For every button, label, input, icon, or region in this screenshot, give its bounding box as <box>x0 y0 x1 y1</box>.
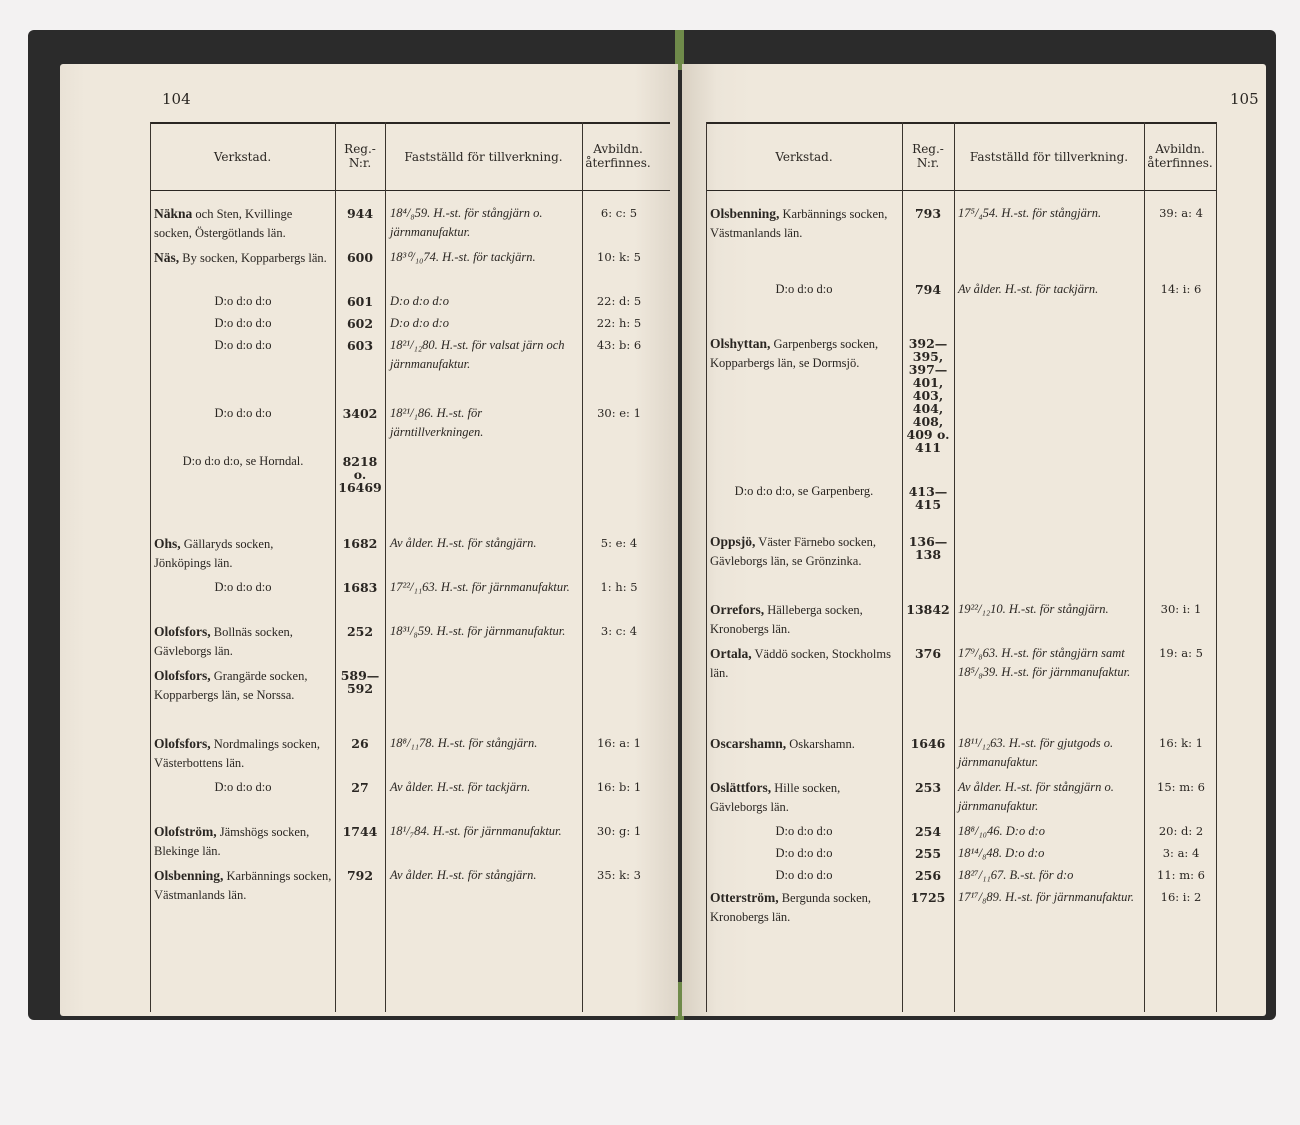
faststalld-cell: Av ålder. H.-st. för stångjärn. <box>390 868 537 882</box>
avbildn-cell: 3: a: 4 <box>1162 846 1200 860</box>
faststalld-cell: 17²²/₁₁63. H.-st. för järnmanufaktur. <box>390 580 570 594</box>
column-divider <box>150 122 151 1012</box>
column-divider <box>385 122 386 1012</box>
verkstad-location: D:o d:o d:o <box>214 780 272 794</box>
verkstad-location: Oskarshamn. <box>786 737 855 751</box>
reg-number: 589—592 <box>340 668 380 696</box>
avbildn-cell: 30: e: 1 <box>597 406 641 420</box>
column-divider <box>335 122 336 1012</box>
verkstad-cell <box>154 336 332 355</box>
verkstad-name: Näs, <box>154 250 180 265</box>
faststalld-cell: 18³⁰/₁₀74. H.-st. för tackjärn. <box>390 250 536 264</box>
verkstad-location: D:o d:o d:o, se Garpenberg. <box>734 484 874 498</box>
avbildn-cell: 1: h: 5 <box>600 580 638 594</box>
verkstad-cell <box>710 482 898 501</box>
reg-number: 254 <box>914 824 942 839</box>
verkstad-cell <box>154 534 332 573</box>
reg-number: 8218 o. 16469 <box>338 454 382 495</box>
avbildn-cell: 20: d: 2 <box>1158 824 1204 838</box>
verkstad-location: D:o d:o d:o <box>214 316 272 330</box>
verkstad-cell <box>710 280 898 299</box>
reg-number: 3402 <box>342 406 378 421</box>
column-divider <box>582 122 583 1012</box>
reg-number: 944 <box>346 206 374 221</box>
faststalld-cell: D:o d:o d:o <box>390 294 450 308</box>
verkstad-location: D:o d:o d:o <box>214 580 272 594</box>
verkstad-location: By socken, Kopparbergs län. <box>179 251 327 265</box>
left-page <box>60 64 678 1016</box>
avbildn-cell: 16: b: 1 <box>596 780 642 794</box>
header-verkstad: Verkstad. <box>213 150 272 164</box>
faststalld-cell: Av ålder. H.-st. för stångjärn o. järnmanufaktur. <box>958 780 1114 813</box>
verkstad-cell <box>154 578 332 597</box>
faststalld-cell: D:o d:o d:o <box>390 316 450 330</box>
verkstad-location: Karbännings socken, Västmanlands län. <box>710 207 888 240</box>
header-faststalld: Fastställd för tillverkning. <box>404 150 563 164</box>
verkstad-cell <box>710 822 898 841</box>
verkstad-name: Oscarshamn, <box>710 736 787 751</box>
reg-number: 601 <box>346 294 374 309</box>
reg-number: 26 <box>351 736 369 751</box>
faststalld-cell: 18⁴/₈59. H.-st. för stångjärn o. järnmanufaktur. <box>390 206 543 239</box>
header-rule-top <box>706 122 1216 124</box>
avbildn-cell: 3: c: 4 <box>600 624 638 638</box>
avbildn-cell: 30: g: 1 <box>596 824 642 838</box>
verkstad-location: Jämshögs socken, Blekinge län. <box>154 825 310 858</box>
verkstad-cell <box>710 644 898 683</box>
avbildn-cell: 16: k: 1 <box>1159 736 1203 750</box>
reg-number: 794 <box>914 282 942 297</box>
verkstad-location: Hille socken, Gävleborgs län. <box>710 781 841 814</box>
faststalld-cell: 18¹¹/₁₂63. H.-st. för gjutgods o. järnmanufaktur. <box>958 736 1114 769</box>
reg-number: 136—138 <box>908 534 948 562</box>
verkstad-location: Karbännings socken, Västmanlands län. <box>154 869 332 902</box>
reg-number: 1646 <box>910 736 946 751</box>
verkstad-cell <box>710 204 898 243</box>
header-rule-bottom <box>706 190 1216 191</box>
avbildn-cell: 22: h: 5 <box>596 316 642 330</box>
faststalld-cell: 18¹/₇84. H.-st. för järnmanufaktur. <box>390 824 562 838</box>
verkstad-name: Oppsjö, <box>710 534 756 549</box>
reg-number: 1744 <box>342 824 378 839</box>
verkstad-location: Gällaryds socken, Jönköpings län. <box>154 537 274 570</box>
reg-number: 603 <box>346 338 374 353</box>
verkstad-cell <box>154 622 332 661</box>
reg-number: 376 <box>914 646 942 661</box>
avbildn-cell: 39: a: 4 <box>1159 206 1203 220</box>
reg-number: 792 <box>346 868 374 883</box>
verkstad-cell <box>154 822 332 861</box>
header-rule-bottom <box>150 190 670 191</box>
reg-number: 600 <box>346 250 374 265</box>
verkstad-location: D:o d:o d:o <box>775 282 833 296</box>
faststalld-cell: 18²¹/₁₂80. H.-st. för valsat järn och järnmanufaktur. <box>390 338 565 371</box>
column-divider <box>1216 122 1217 1012</box>
verkstad-name: Olofström, <box>154 824 217 839</box>
faststalld-cell: Av ålder. H.-st. för tackjärn. <box>390 780 531 794</box>
verkstad-cell <box>154 292 332 311</box>
right-page <box>682 64 1266 1016</box>
column-divider <box>1144 122 1145 1012</box>
verkstad-name: Ohs, <box>154 536 181 551</box>
verkstad-location: D:o d:o d:o <box>214 338 272 352</box>
faststalld-cell: 18²¹/₁86. H.-st. för järntillverkningen. <box>390 406 484 439</box>
faststalld-cell: 18³¹/₈59. H.-st. för järnmanufaktur. <box>390 624 566 638</box>
verkstad-name: Olsbenning, <box>154 868 224 883</box>
faststalld-cell: 17¹⁷/₈89. H.-st. för järnmanufaktur. <box>958 890 1134 904</box>
verkstad-cell <box>710 888 898 927</box>
faststalld-cell: 17⁵/₄54. H.-st. för stångjärn. <box>958 206 1102 220</box>
avbildn-cell: 16: i: 2 <box>1160 890 1202 904</box>
avbildn-cell: 19: a: 5 <box>1159 646 1203 660</box>
reg-number: 1683 <box>342 580 378 595</box>
header-avbildn: Avbildn. återfinnes. <box>585 142 651 170</box>
column-divider <box>954 122 955 1012</box>
verkstad-location: D:o d:o d:o <box>775 846 833 860</box>
verkstad-cell <box>154 734 332 773</box>
reg-number: 793 <box>914 206 942 221</box>
column-divider <box>706 122 707 1012</box>
avbildn-cell: 22: d: 5 <box>596 294 642 308</box>
verkstad-location: Garpenbergs socken, Kopparbergs län, se Dormsjö. <box>710 337 879 370</box>
verkstad-name: Oslättfors, <box>710 780 772 795</box>
reg-number: 413—415 <box>908 484 948 512</box>
verkstad-cell <box>154 404 332 423</box>
verkstad-name: Olofsfors, <box>154 624 211 639</box>
reg-number: 27 <box>351 780 369 795</box>
verkstad-name: Orrefors, <box>710 602 765 617</box>
verkstad-cell <box>710 844 898 863</box>
faststalld-cell: 18²⁷/₁₁67. B.-st. för d:o <box>958 868 1074 882</box>
reg-number: 13842 <box>906 602 950 617</box>
avbildn-cell: 11: m: 6 <box>1157 868 1205 882</box>
verkstad-location: och Sten, Kvillinge socken, Östergötlands län. <box>154 207 293 240</box>
reg-number: 256 <box>914 868 942 883</box>
avbildn-cell: 15: m: 6 <box>1157 780 1205 794</box>
faststalld-cell: Av ålder. H.-st. för stångjärn. <box>390 536 537 550</box>
verkstad-location: Nordmalings socken, Västerbottens län. <box>154 737 320 770</box>
verkstad-location: Väddö socken, Stockholms län. <box>710 647 891 680</box>
verkstad-name: Näkna <box>154 206 193 221</box>
header-avbildn: Avbildn. återfinnes. <box>1147 142 1213 170</box>
avbildn-cell: 43: b: 6 <box>596 338 642 352</box>
verkstad-location: D:o d:o d:o <box>214 406 272 420</box>
verkstad-cell <box>710 778 898 817</box>
page-number: 104 <box>162 90 191 108</box>
verkstad-location: Bergunda socken, Kronobergs län. <box>710 891 872 924</box>
verkstad-location: D:o d:o d:o <box>775 868 833 882</box>
verkstad-cell <box>154 666 332 705</box>
faststalld-cell: 18⁸/₁₁78. H.-st. för stångjärn. <box>390 736 538 750</box>
verkstad-name: Olofsfors, <box>154 736 211 751</box>
verkstad-name: Ortala, <box>710 646 752 661</box>
column-divider <box>902 122 903 1012</box>
verkstad-cell <box>710 532 898 571</box>
verkstad-cell <box>710 600 898 639</box>
verkstad-cell <box>154 866 332 905</box>
verkstad-cell <box>154 452 332 471</box>
verkstad-cell <box>154 778 332 797</box>
avbildn-cell: 14: i: 6 <box>1160 282 1202 296</box>
verkstad-location: Väster Färnebo socken, Gävleborgs län, se Grönzinka. <box>710 535 876 568</box>
page-number: 105 <box>1230 90 1259 108</box>
reg-number: 1682 <box>342 536 378 551</box>
verkstad-location: D:o d:o d:o <box>214 294 272 308</box>
book-spread <box>28 30 1276 1020</box>
faststalld-cell: 17⁹/₈63. H.-st. för stångjärn samt 18⁵/₈39. H.-st. för järnmanufaktur. <box>958 646 1131 679</box>
reg-number: 255 <box>914 846 942 861</box>
verkstad-name: Olsbenning, <box>710 206 780 221</box>
verkstad-cell <box>154 314 332 333</box>
reg-number: 1725 <box>910 890 946 905</box>
faststalld-cell: Av ålder. H.-st. för tackjärn. <box>958 282 1099 296</box>
avbildn-cell: 6: c: 5 <box>600 206 638 220</box>
avbildn-cell: 30: i: 1 <box>1160 602 1202 616</box>
verkstad-cell <box>154 248 332 268</box>
verkstad-cell <box>710 334 898 373</box>
reg-number: 392—395, 397—401, 403, 404, 408, 409 o. 411 <box>906 336 950 455</box>
header-reg: Reg.- N:r. <box>344 142 376 170</box>
verkstad-name: Olshyttan, <box>710 336 771 351</box>
verkstad-cell <box>710 866 898 885</box>
faststalld-cell: 19²²/₁₂10. H.-st. för stångjärn. <box>958 602 1109 616</box>
verkstad-location: Grangärde socken, Kopparbergs län, se Norssa. <box>154 669 308 702</box>
verkstad-location: D:o d:o d:o, se Horndal. <box>182 454 304 468</box>
reg-number: 602 <box>346 316 374 331</box>
verkstad-cell <box>154 204 332 243</box>
avbildn-cell: 10: k: 5 <box>597 250 641 264</box>
verkstad-location: Hälleberga socken, Kronobergs län. <box>710 603 863 636</box>
avbildn-cell: 16: a: 1 <box>597 736 641 750</box>
avbildn-cell: 35: k: 3 <box>597 868 641 882</box>
verkstad-name: Otterström, <box>710 890 779 905</box>
verkstad-cell <box>710 734 898 754</box>
header-faststalld: Fastställd för tillverkning. <box>969 150 1129 164</box>
verkstad-name: Olofsfors, <box>154 668 211 683</box>
reg-number: 253 <box>914 780 942 795</box>
verkstad-location: D:o d:o d:o <box>775 824 833 838</box>
header-verkstad: Verkstad. <box>775 150 833 164</box>
reg-number: 252 <box>346 624 374 639</box>
faststalld-cell: 18⁸/₁₀46. D:o d:o <box>958 824 1045 838</box>
avbildn-cell: 5: e: 4 <box>600 536 638 550</box>
header-rule-top <box>150 122 670 124</box>
faststalld-cell: 18¹⁴/₈48. D:o d:o <box>958 846 1045 860</box>
verkstad-location: Bollnäs socken, Gävleborgs län. <box>154 625 293 658</box>
header-reg: Reg.- N:r. <box>912 142 944 170</box>
